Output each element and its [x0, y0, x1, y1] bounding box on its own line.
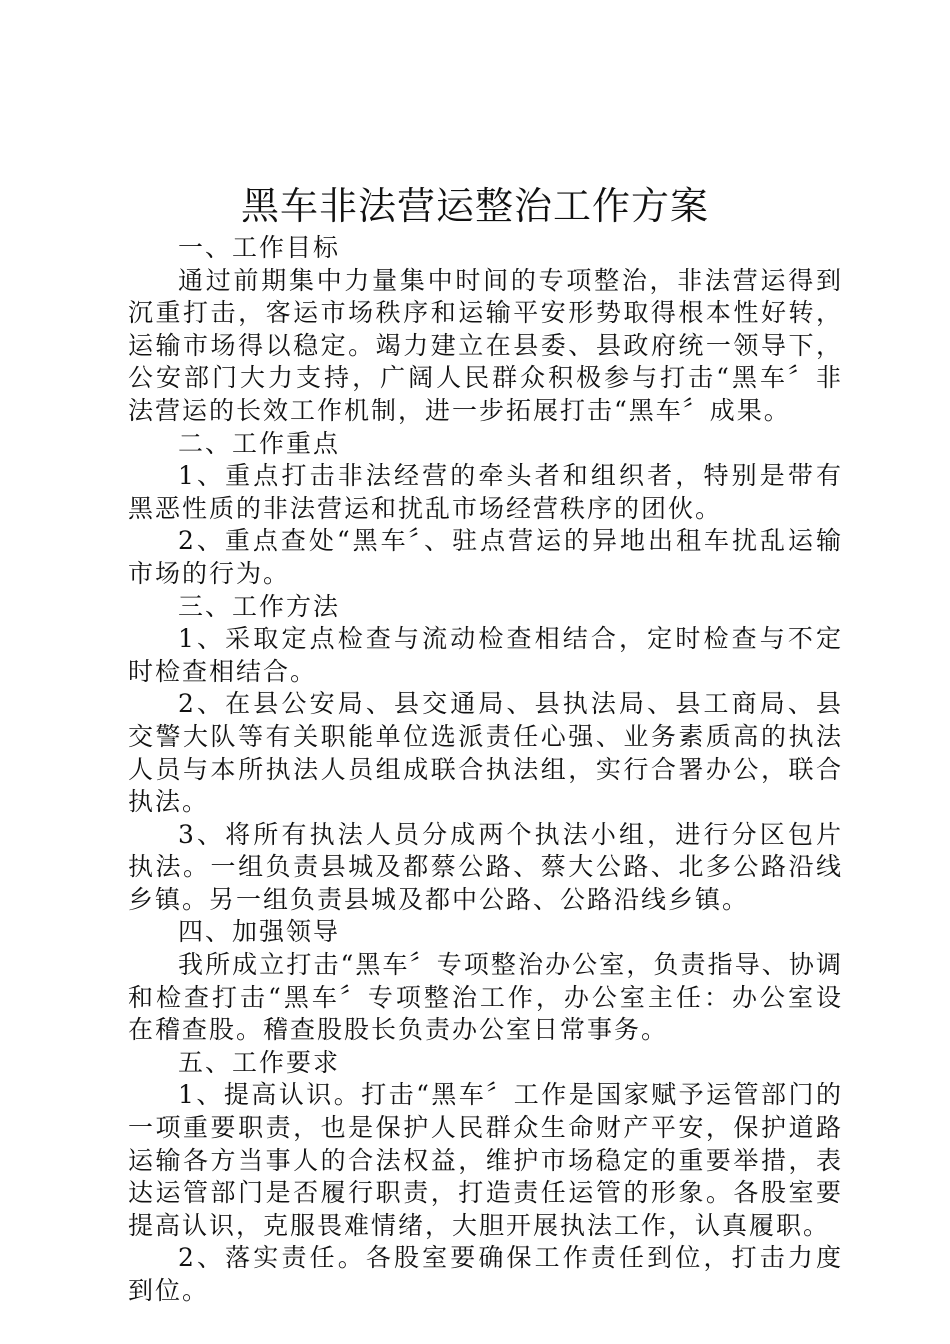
paragraph-requirements-2: 2、落实责任。各股室要确保工作责任到位，打击力度到位。: [128, 1243, 843, 1305]
section-heading-goals: 一、工作目标: [178, 233, 341, 262]
paragraph-methods-1: 1、采取定点检查与流动检查相结合，定时检查与不定时检查相结合。: [128, 624, 843, 686]
paragraph-goals: 通过前期集中力量集中时间的专项整治，非法营运得到沉重打击，客运市场秩序和运输平安形势取得根本性好转，运输市场得以稳定。竭力建立在县委、县政府统一领导下，公安部门大力支持，广阔人民群众积极参与打击“黑车〞非法营运的长效工作机制，进一步拓展打击“黑车〞成果。: [128, 265, 843, 425]
paragraph-focus-2: 2、重点查处“黑车〞、驻点营运的异地出租车扰乱运输市场的行为。: [128, 526, 843, 588]
document-body: [128, 232, 843, 1308]
section-heading-methods: 三、工作方法: [178, 591, 341, 621]
paragraph-requirements-1: 1、提高认识。打击“黑车〞工作是国家赋予运管部门的一项重要职责，也是保护人民群众生命财产平安，保护道路运输各方当事人的合法权益，维护市场稳定的重要举措，表达运管部门是否履行职责，打造责任运管的形象。各股室要提高认识，克服畏难情绪，大胆开展执法工作，认真履职。: [128, 1080, 843, 1240]
paragraph-methods-2: 2、在县公安局、县交通局、县执法局、县工商局、县交警大队等有关职能单位选派责任心强、业务素质高的执法人员与本所执法人员组成联合执法组，实行合署办公，联合执法。: [128, 689, 843, 817]
paragraph-methods-3: 3、将所有执法人员分成两个执法小组，进行分区包片执法。一组负责县城及都蔡公路、蔡大公路、北多公路沿线乡镇。另一组负责县城及都中公路、公路沿线乡镇。: [128, 819, 843, 914]
document-title: 黑车非法营运整治工作方案: [240, 184, 709, 228]
section-heading-requirements: 五、工作要求: [178, 1047, 341, 1077]
section-heading-focus: 二、工作重点: [178, 428, 341, 458]
paragraph-leadership: 我所成立打击“黑车〞专项整治办公室，负责指导、协调和检查打击“黑车〞专项整治工作，办公室主任：办公室设在稽查股。稽查股股长负责办公室日常事务。: [128, 950, 843, 1045]
section-heading-leadership: 四、加强领导: [178, 917, 341, 947]
paragraph-focus-1: 1、重点打击非法经营的牵头者和组织者，特别是带有黑恶性质的非法营运和扰乱市场经营秩序的团伙。: [128, 461, 843, 523]
